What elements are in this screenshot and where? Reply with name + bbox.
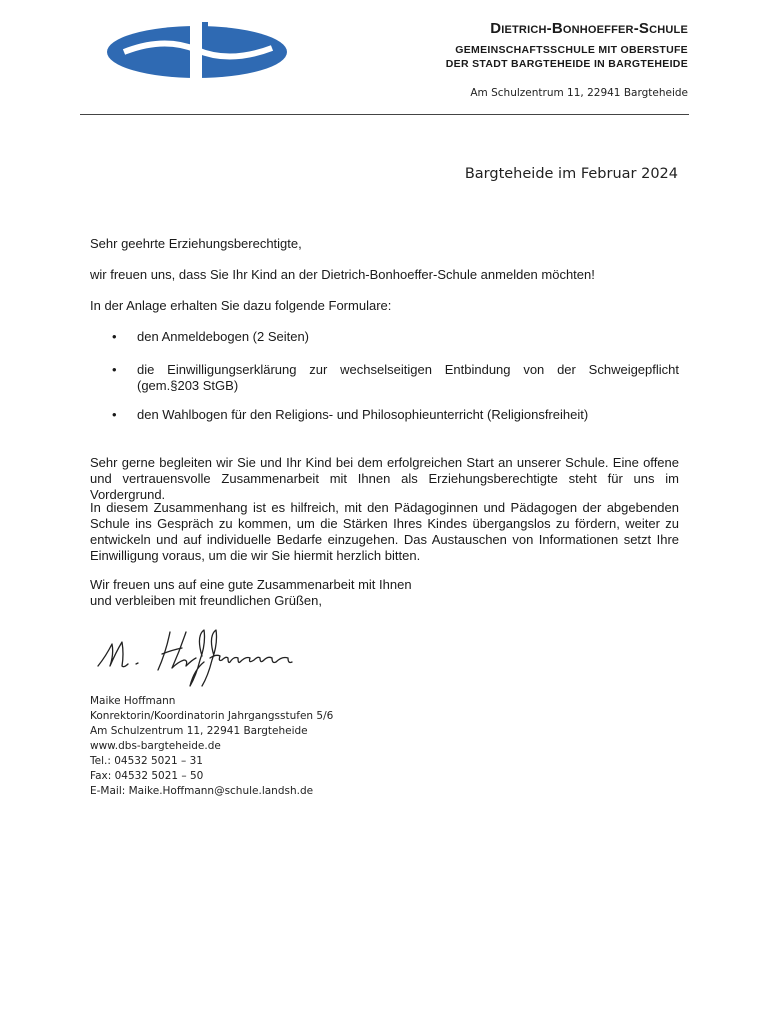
- fax-number: Fax: 04532 5021 – 50: [90, 770, 204, 782]
- school-website[interactable]: www.dbs-bargteheide.de: [90, 740, 221, 752]
- closing: [90, 577, 679, 609]
- header-divider: [80, 114, 689, 115]
- school-subtitle-2: DER STADT BARGTEHEIDE IN BARGTEHEIDE: [445, 58, 688, 70]
- bullet-icon: •: [112, 362, 117, 377]
- closing-line-2: und verbleiben mit freundlichen Grüßen,: [90, 593, 322, 608]
- school-logo: [104, 22, 290, 80]
- school-address: Am Schulzentrum 11, 22941 Bargteheide: [470, 87, 688, 99]
- paragraph-1: Sehr gerne begleiten wir Sie und Ihr Kind bei dem erfolgreichen Start an unserer Schule. Eine offene und vertrauensvolle Zusammenarbeit mit Ihnen als Erziehungsberechtigte steht für uns im Vordergrund.: [90, 455, 679, 502]
- signer-role: Konrektorin/Koordinatorin Jahrgangsstufen 5/6: [90, 710, 334, 722]
- signer-address: Am Schulzentrum 11, 22941 Bargteheide: [90, 725, 308, 737]
- greeting: Sehr geehrte Erziehungsberechtigte,: [90, 236, 302, 251]
- date-line: Bargteheide im Februar 2024: [464, 166, 678, 182]
- list-item-text: die Einwilligungserklärung zur wechselseitigen Entbindung von der Schweigepflicht (gem.§203 StGB): [137, 362, 679, 393]
- bullet-icon: •: [112, 407, 117, 422]
- email-address[interactable]: E-Mail: Maike.Hoffmann@schule.landsh.de: [90, 785, 314, 797]
- phone-number: Tel.: 04532 5021 – 31: [90, 755, 203, 767]
- attachments-intro: In der Anlage erhalten Sie dazu folgende Formulare:: [90, 298, 392, 313]
- school-name: Dietrich-Bonhoeffer-Schule: [490, 20, 688, 37]
- handwritten-signature: [92, 626, 302, 690]
- bullet-icon: •: [112, 329, 117, 344]
- paragraph-2: In diesem Zusammenhang ist es hilfreich, mit den Pädagoginnen und Pädagogen der abgebenden Schule ins Gespräch zu kommen, um die Stärken Ihres Kindes übergangslos zu fördern, weiter zu entwickeln und auf individuelle Bedarfe einzugehen. Das Austauschen von Informationen setzt Ihre Einwilligung voraus, um die wir Sie hiermit herzlich bitten.: [90, 500, 679, 563]
- intro-text: wir freuen uns, dass Sie Ihr Kind an der Dietrich-Bonhoeffer-Schule anmelden möchten!: [90, 267, 595, 282]
- list-item-text: den Wahlbogen für den Religions- und Philosophieunterricht (Religionsfreiheit): [137, 407, 589, 422]
- signer-name: Maike Hoffmann: [90, 695, 176, 707]
- closing-line-1: Wir freuen uns auf eine gute Zusammenarbeit mit Ihnen: [90, 577, 412, 592]
- list-item-text: den Anmeldebogen (2 Seiten): [137, 329, 310, 344]
- school-subtitle-1: GEMEINSCHAFTSSCHULE MIT OBERSTUFE: [455, 44, 688, 56]
